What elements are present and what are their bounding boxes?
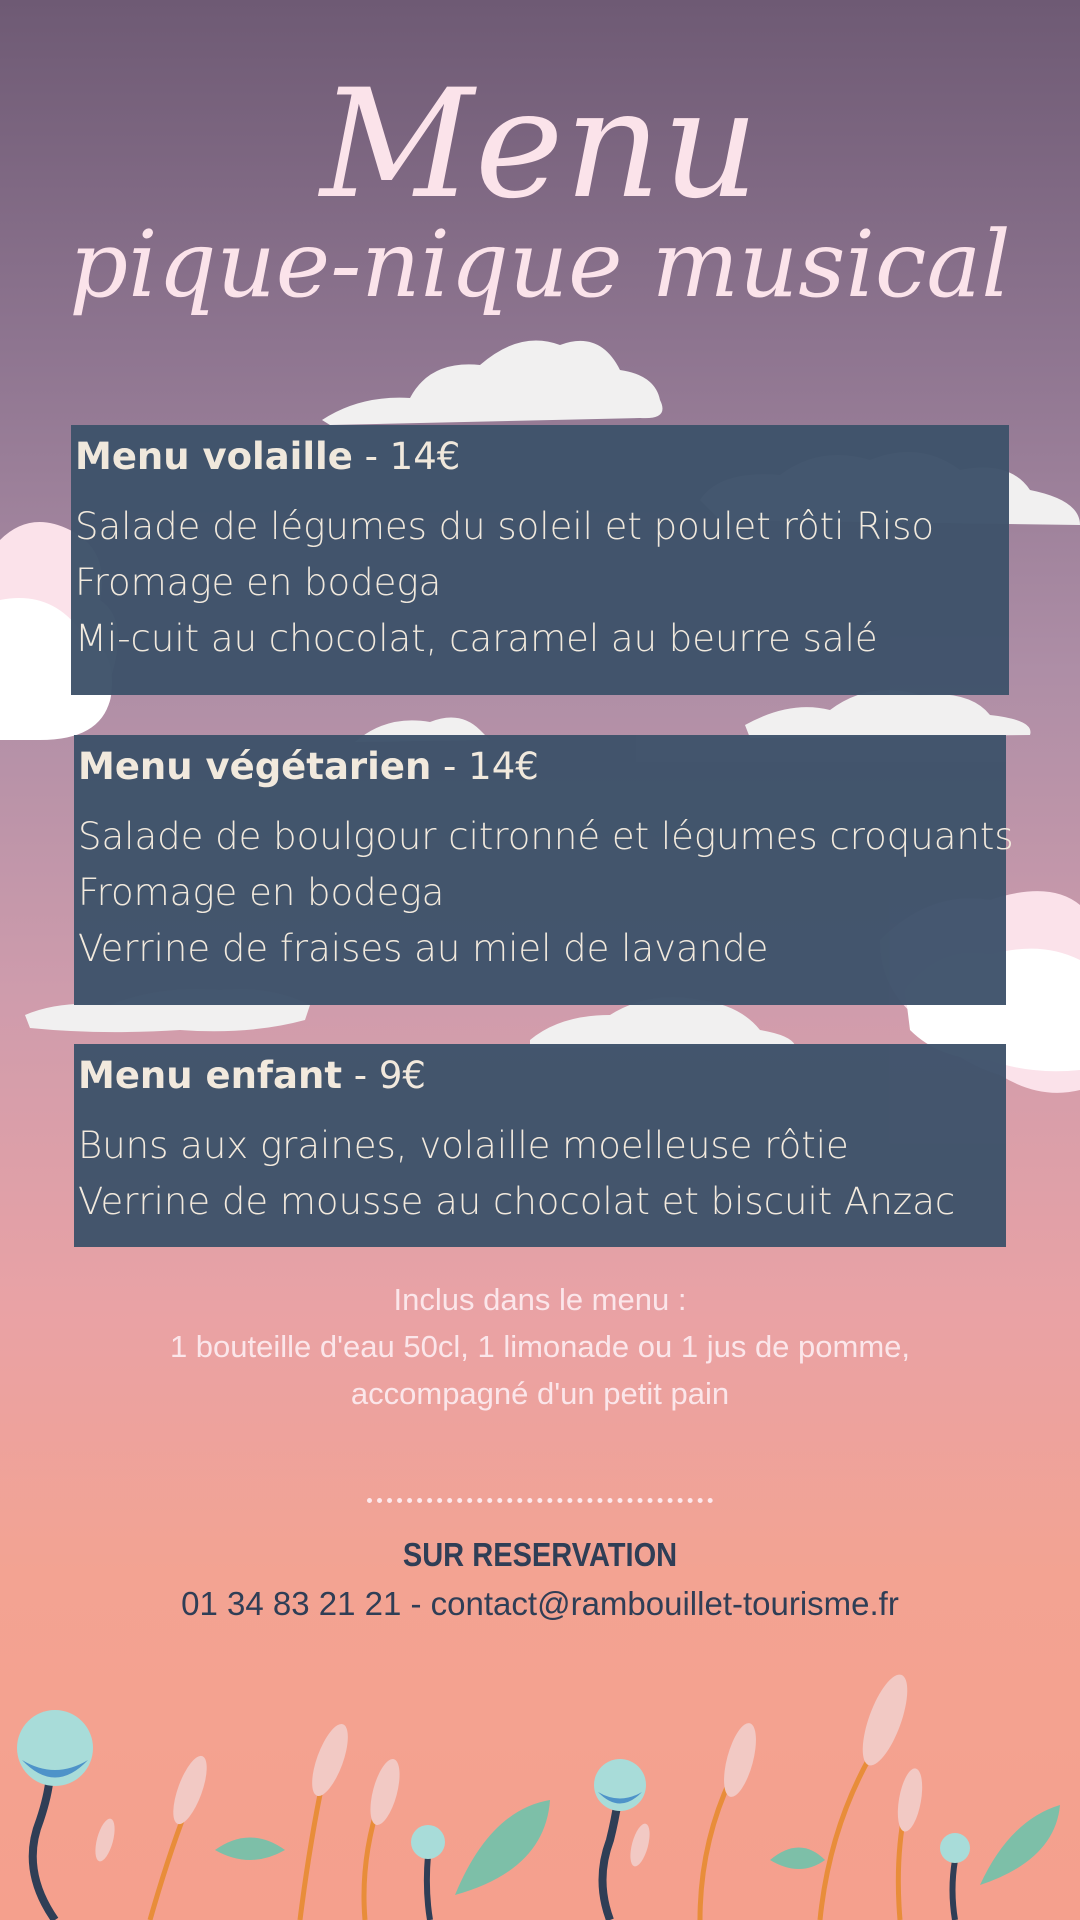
menu-item: Mi-cuit au chocolat, caramel au beurre salé [75,617,878,660]
flowers-decoration [0,1620,1080,1920]
menu-heading [78,1048,1002,1104]
dotted-divider [367,1498,713,1508]
menu-item: Fromage en bodega [78,871,445,914]
menu-item: Salade de légumes du soleil et poulet rôti Riso [75,505,935,548]
menu-item: Buns aux graines, volaille moelleuse rôtie [78,1124,849,1167]
menu-item: Verrine de mousse au chocolat et biscuit Anzac [78,1180,956,1223]
menu-card-enfant [74,1044,1006,1247]
menu-item: Salade de boulgour citronné et légumes croquants [78,815,1014,858]
menu-card-volaille [71,425,1009,695]
menu-price: - 14€ [352,435,461,478]
menu-name: Menu végétarien [78,745,432,788]
cloud-top [322,341,663,426]
included-line: accompagné d'un petit pain [350,1376,730,1411]
menu-price: - 9€ [342,1054,426,1097]
menu-name: Menu volaille [75,435,353,478]
reservation-label: SUR RESERVATION [402,1536,678,1573]
cloud-mid-right [745,690,1031,738]
menu-item: Verrine de fraises au miel de lavande [78,927,769,970]
included-info [0,1276,1080,1417]
menu-heading [78,739,1002,795]
menu-heading [75,429,1005,485]
menu-items [75,499,1005,667]
menu-items [78,809,1014,977]
included-title: Inclus dans le menu : [393,1282,687,1317]
contact-info: 01 34 83 21 21 - contact@rambouillet-tourisme.fr [181,1585,899,1622]
included-line: 1 bouteille d'eau 50cl, 1 limonade ou 1 jus de pomme, [169,1329,911,1364]
menu-price: - 14€ [431,745,539,788]
menu-name: Menu enfant [78,1054,343,1097]
menu-item: Fromage en bodega [75,561,442,604]
menu-items [78,1118,1002,1230]
menu-card-vegetarien [74,735,1014,1005]
title-menu: Menu [320,58,760,232]
title-subtitle: pique-nique musical [69,211,1011,318]
